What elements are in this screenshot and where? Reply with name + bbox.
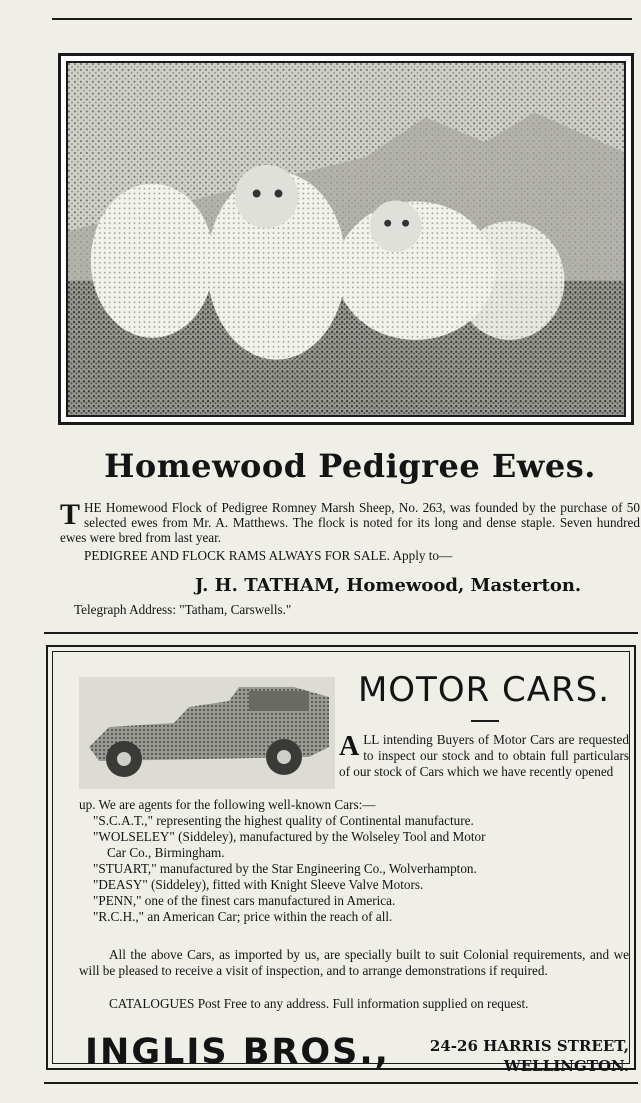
sheep-dropcap: T bbox=[60, 498, 81, 531]
sheep-body-text: HE Homewood Flock of Pedigree Romney Marsh Sheep, No. 263, was founded by the purchase of 50 selected ewes from Mr. A. Matthews. The flock is noted for its long and dense staple. Seven hundred ewes were bred from last year. bbox=[60, 500, 640, 545]
top-rule bbox=[52, 18, 632, 20]
motor-closing: All the above Cars, as imported by us, are specially built to suit Colonial requirements, and we will be pleased to receive a visit of inspection, and to arrange demonstrations if required. bbox=[79, 947, 629, 978]
car-list-item bbox=[93, 861, 633, 877]
sheep-contact: J. H. TATHAM, Homewood, Masterton. bbox=[195, 575, 582, 596]
car-entry-wolseley-cont: Car Co., Birmingham. bbox=[107, 845, 225, 860]
car-entry-penn: "PENN," one of the finest cars manufactured in America. bbox=[93, 893, 396, 908]
motor-ad-inner bbox=[52, 651, 630, 1075]
car-list-item bbox=[93, 877, 633, 893]
motor-catalogue: CATALOGUES Post Free to any address. Full information supplied on request. bbox=[109, 996, 529, 1011]
sheep-illustration bbox=[68, 63, 624, 415]
mid-rule bbox=[44, 632, 638, 634]
firm-address-city: WELLINGTON. bbox=[503, 1057, 629, 1075]
sheep-photo-inner bbox=[66, 61, 626, 417]
motor-ad-box bbox=[46, 645, 636, 1075]
sheep-telegraph: Telegraph Address: "Tatham, Carswells." bbox=[74, 602, 292, 617]
motor-ad-heading: MOTOR CARS. bbox=[357, 670, 611, 710]
sheep-ad-heading: Homewood Pedigree Ewes. bbox=[104, 447, 596, 485]
firm-address-street: 24-26 HARRIS STREET, bbox=[429, 1037, 629, 1055]
car-entry-stuart: "STUART," manufactured by the Star Engineering Co., Wolverhampton. bbox=[93, 861, 477, 876]
sheep-ad-body bbox=[60, 500, 640, 545]
car-hood bbox=[249, 691, 309, 711]
sheep-photo bbox=[58, 53, 634, 425]
car-list-item bbox=[93, 909, 633, 925]
car-list-item bbox=[93, 829, 633, 861]
car-entry-scat: "S.C.A.T.," representing the highest quality of Continental manufacture. bbox=[93, 813, 474, 828]
firm-name: INGLIS BROS., bbox=[85, 1032, 390, 1072]
sheep-4 bbox=[455, 221, 564, 340]
motor-intro-continued: up. We are agents for the following well-known Cars:— bbox=[79, 797, 376, 812]
sheep-sale-line: PEDIGREE AND FLOCK RAMS ALWAYS FOR SALE. Apply to— bbox=[84, 548, 453, 563]
motor-divider bbox=[471, 720, 499, 722]
motor-intro bbox=[339, 732, 629, 780]
motor-intro-text: LL intending Buyers of Motor Cars are requested to inspect our stock and to obtain full particulars of our stock of Cars which we have recently opened bbox=[339, 732, 629, 779]
sheep-1 bbox=[91, 184, 214, 338]
bottom-rule bbox=[44, 1082, 638, 1084]
car-entry-deasy: "DEASY" (Siddeley), fitted with Knight Sleeve Valve Motors. bbox=[93, 877, 424, 892]
car-entry-wolseley: "WOLSELEY" (Siddeley), manufactured by the Wolseley Tool and Motor bbox=[93, 829, 486, 844]
motor-dropcap: A bbox=[339, 731, 360, 762]
car-illustration bbox=[79, 677, 335, 789]
car-list bbox=[93, 813, 633, 925]
car-entry-rch: "R.C.H.," an American Car; price within the reach of all. bbox=[93, 909, 393, 924]
car-list-item bbox=[93, 813, 633, 829]
car-list-item bbox=[93, 893, 633, 909]
firm-address bbox=[383, 1036, 629, 1076]
